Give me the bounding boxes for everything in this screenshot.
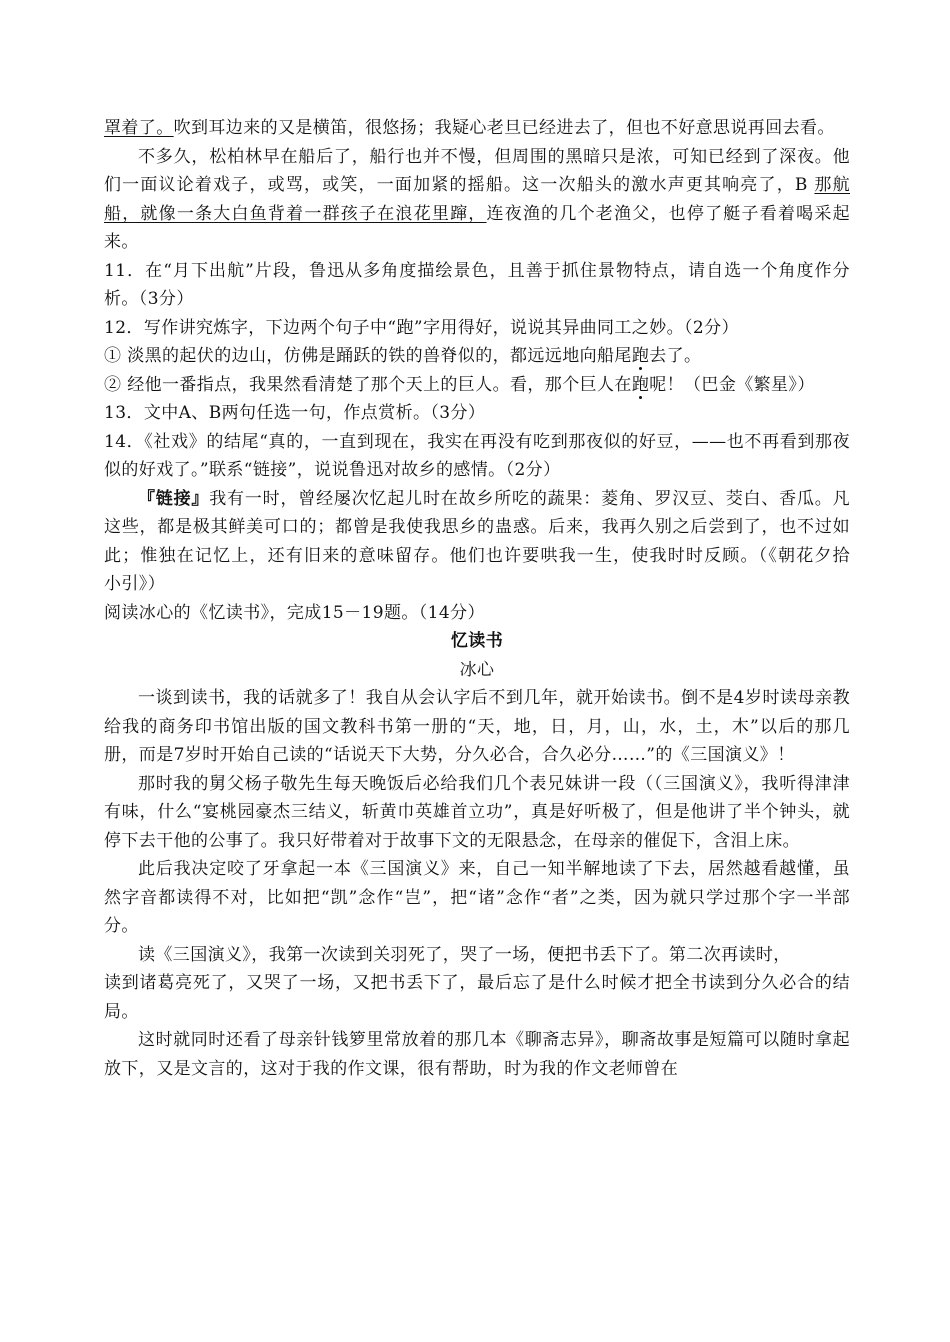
emphasized-character: 跑 [631, 346, 650, 366]
emphasized-character: 跑 [631, 374, 650, 395]
question-11: 11．在“月下出航”片段，鲁迅从多角度描绘景色，且善于抓住景物特点，请自选一个角度作分析。（3分） [104, 260, 850, 309]
story-paragraph-1 [104, 114, 850, 143]
article-title: 忆读书 [450, 631, 504, 651]
underlined-sentence-a-end: 罩着了。 [104, 118, 174, 138]
story-text: 不多久，松柏林早在船后了，船行也并不慢，但周围的黑暗只是浓，可知已经到了深夜。他们一面议论着戏子，或骂，或笑，一面加紧的摇船。这一次船头的激水声更其响亮了，B [104, 146, 850, 195]
story-text: 连夜渔的几个老渔父，也停了艇子看着喝采起来。 [104, 203, 850, 252]
article-paragraph-4-first-line: 读《三国演义》，我第一次读到关羽死了，哭了一场，便把书丢下了。第二次再读时， [138, 944, 791, 965]
example-sentence-2: ② 经他一番指点，我果然看清楚了那个天上的巨人。看，那个巨人在跑呢！（巴金《繁星》） [104, 374, 815, 395]
underlined-sentence-b: 那航船，就像一条大白鱼背着一群孩子在浪花里蹿， [104, 175, 850, 224]
link-label: 『链接』 [138, 488, 210, 509]
story-paragraph-2 [104, 143, 850, 257]
story-text: 吹到耳边来的又是横笛，很悠扬；我疑心老旦已经进去了，但也不好意思说再回去看。 [173, 118, 835, 138]
article-paragraph-1: 一谈到读书，我的话就多了！我自从会认字后不到几年，就开始读书。倒不是4岁时读母亲教给我的商务印书馆出版的国文教科书第一册的“天，地，日，月，山，水，土，木”以后的那几册，而是7岁时开始自己读的“话说天下大势，分久必合，合久必分……”的《三国演义》！ [104, 688, 850, 765]
question-14: 14．《社戏》的结尾“真的，一直到现在，我实在再没有吃到那夜似的好豆，——也不再看到那夜似的好戏了。”联系“链接”，说说鲁迅对故乡的感情。（2分） [104, 431, 850, 480]
question-12: 12．写作讲究炼字，下边两个句子中“跑”字用得好，说说其异曲同工之妙。（2分） [104, 317, 739, 338]
article-author: 冰心 [459, 659, 495, 680]
link-text: 我有一时，曾经屡次忆起儿时在故乡所吃的蔬果：菱角、罗汉豆、茭白、香瓜。凡这些，都是极其鲜美可口的；都曾是我使我思乡的蛊惑。后来，我再久别之后尝到了，也不过如此；惟独在记忆上，还有旧来的意味留存。他们也许要哄我一生，使我时时反顾。（《朝花夕拾 小引》） [104, 488, 868, 594]
article-paragraph-3: 此后我决定咬了牙拿起一本《三国演义》来，自己一知半解地读了下去，居然越看越懂，虽然字音都读得不对，比如把“凯”念作“岂”，把“诸”念作“者”之类，因为就只学过那个字一半部分。 [104, 859, 850, 936]
document-page [104, 114, 868, 1083]
article-paragraph-5: 这时就同时还看了母亲针钱箩里常放着的那几本《聊斋志异》，聊斋故事是短篇可以随时拿起放下，又是文言的，这对于我的作文课，很有帮助，时为我的作文老师曾在 [104, 1030, 850, 1079]
reading-instruction: 阅读冰心的《忆读书》，完成15－19题。（14分） [104, 602, 485, 623]
article-paragraph-4-continued: 读到诸葛亮死了，又哭了一场，又把书丢下了，最后忘了是什么时候才把全书读到分久必合的结局。 [104, 973, 850, 1022]
article-paragraph-2: 那时我的舅父杨子敬先生每天晚饭后必给我们几个表兄妹讲一段（（三国演义》，我听得津津有味，什么“宴桃园豪杰三结义，斩黄巾英雄首立功”，真是好听极了，但是他讲了半个钟头，就停下去干他的公事了。我只好带着对于故事下文的无限悬念，在母亲的催促下，含泪上床。 [104, 773, 850, 851]
example-sentence-1: ① 淡黑的起伏的边山，仿佛是踊跃的铁的兽脊似的，都远远地向船尾跑去了。 [104, 346, 702, 366]
link-excerpt [104, 485, 868, 599]
question-13: 13．文中A、B两句任选一句，作点赏析。（3分） [104, 403, 486, 423]
